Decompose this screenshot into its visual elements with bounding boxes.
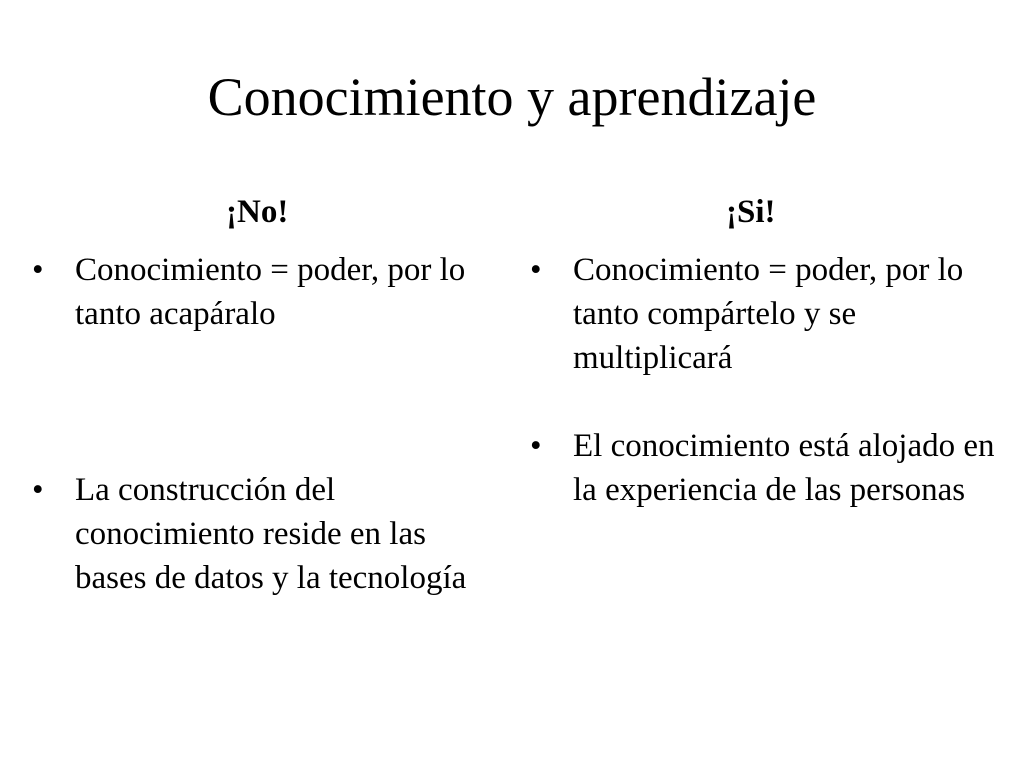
bullet-icon: • <box>530 428 542 464</box>
slide-title: Conocimiento y aprendizaje <box>207 67 817 127</box>
bullet-text: La construcción del conocimiento reside en las bases de datos y la tecnología <box>75 472 467 596</box>
column-si <box>528 190 998 512</box>
column-no <box>30 190 470 600</box>
column-no-heading: ¡No! <box>226 194 289 230</box>
column-si-heading: ¡Si! <box>726 194 776 230</box>
list-item <box>30 468 470 600</box>
bullet-text: Conocimiento = poder, por lo tanto compártelo y se multiplicará <box>573 252 964 376</box>
bullet-icon: • <box>32 472 44 508</box>
list-item <box>30 248 470 336</box>
bullet-icon: • <box>32 252 44 288</box>
column-no-bullet-list <box>30 248 470 600</box>
list-item <box>528 248 998 380</box>
bullet-text: El conocimiento está alojado en la experiencia de las personas <box>573 428 995 508</box>
bullet-text: Conocimiento = poder, por lo tanto acapáralo <box>75 252 466 332</box>
list-item <box>528 424 998 512</box>
column-si-bullet-list <box>528 248 998 512</box>
bullet-icon: • <box>530 252 542 288</box>
